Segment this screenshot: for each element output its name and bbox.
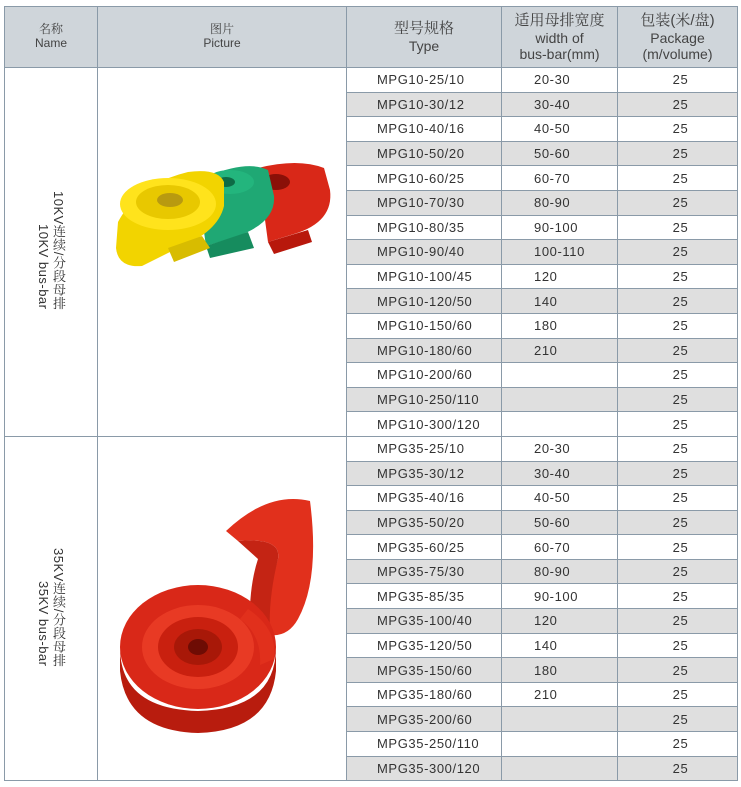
spec-table: [4, 6, 738, 781]
cell-type: MPG35-120/50: [347, 633, 502, 658]
cell-type: MPG10-180/60: [347, 338, 502, 363]
cell-width: 120: [502, 609, 618, 634]
red-tape-roll-image: [98, 439, 347, 779]
cell-type: MPG35-200/60: [347, 707, 502, 732]
spec-table-body: [5, 68, 738, 781]
cell-type: MPG10-90/40: [347, 240, 502, 265]
cell-width: 50-60: [502, 141, 618, 166]
header-row: [5, 7, 738, 68]
cell-pkg: 25: [618, 658, 738, 683]
cell-pkg: 25: [618, 215, 738, 240]
cell-type: MPG35-85/35: [347, 584, 502, 609]
table-row: [5, 436, 738, 461]
cell-type: MPG35-180/60: [347, 682, 502, 707]
cell-type: MPG35-75/30: [347, 559, 502, 584]
cell-width: 100-110: [502, 240, 618, 265]
spec-table-wrapper: [4, 6, 737, 783]
cell-type: MPG10-30/12: [347, 92, 502, 117]
cell-width: 60-70: [502, 535, 618, 560]
cell-type: MPG35-60/25: [347, 535, 502, 560]
header-name-en: Name: [34, 36, 67, 50]
cell-width: [502, 756, 618, 781]
header-picture-zh: 图片: [209, 22, 234, 37]
table-row: [5, 68, 738, 93]
cell-pkg: 25: [618, 289, 738, 314]
yellow-tape-roll: [116, 171, 224, 266]
cell-pkg: 25: [618, 117, 738, 142]
cell-pkg: 25: [618, 412, 738, 437]
cell-pkg: 25: [618, 633, 738, 658]
cell-width: 90-100: [502, 584, 618, 609]
cell-type: MPG10-80/35: [347, 215, 502, 240]
group-name-en: 10KV bus-bar: [36, 224, 51, 310]
cell-width: [502, 412, 618, 437]
cell-width: 210: [502, 338, 618, 363]
group-name-zh: 10KV连续/分段母排: [51, 190, 66, 310]
cell-width: 60-70: [502, 166, 618, 191]
cell-pkg: 25: [618, 436, 738, 461]
group-picture-cell: [98, 436, 347, 780]
cell-pkg: 25: [618, 363, 738, 388]
cell-width: 210: [502, 682, 618, 707]
cell-width: 40-50: [502, 117, 618, 142]
cell-type: MPG10-70/30: [347, 190, 502, 215]
cell-pkg: 25: [618, 141, 738, 166]
cell-type: MPG35-250/110: [347, 732, 502, 757]
group-name-cell: [5, 436, 98, 780]
cell-type: MPG35-300/120: [347, 756, 502, 781]
header-package: [618, 7, 738, 68]
cell-width: 20-30: [502, 68, 618, 93]
cell-width: 90-100: [502, 215, 618, 240]
cell-type: MPG10-120/50: [347, 289, 502, 314]
header-width-en-1: width of: [535, 29, 584, 46]
cell-type: MPG10-100/45: [347, 264, 502, 289]
cell-type: MPG35-25/10: [347, 436, 502, 461]
cell-width: [502, 707, 618, 732]
cell-type: MPG35-150/60: [347, 658, 502, 683]
colored-tape-rolls-image: [98, 72, 347, 432]
cell-pkg: 25: [618, 240, 738, 265]
header-picture-en: Picture: [203, 36, 241, 50]
cell-type: MPG35-100/40: [347, 609, 502, 634]
header-width-zh: 适用母排宽度: [514, 12, 605, 30]
cell-pkg: 25: [618, 190, 738, 215]
cell-width: 80-90: [502, 190, 618, 215]
cell-pkg: 25: [618, 609, 738, 634]
cell-pkg: 25: [618, 313, 738, 338]
group-name-cell: [5, 68, 98, 437]
cell-pkg: 25: [618, 756, 738, 781]
header-name: [5, 7, 98, 68]
cell-type: MPG35-30/12: [347, 461, 502, 486]
cell-width: [502, 363, 618, 388]
cell-width: 20-30: [502, 436, 618, 461]
cell-type: MPG10-40/16: [347, 117, 502, 142]
cell-type: MPG10-250/110: [347, 387, 502, 412]
cell-pkg: 25: [618, 486, 738, 511]
red-tape-roll: [120, 499, 313, 733]
cell-width: 80-90: [502, 559, 618, 584]
header-picture: [98, 7, 347, 68]
cell-type: MPG10-25/10: [347, 68, 502, 93]
cell-pkg: 25: [618, 707, 738, 732]
cell-width: 180: [502, 313, 618, 338]
cell-pkg: 25: [618, 732, 738, 757]
cell-pkg: 25: [618, 166, 738, 191]
cell-pkg: 25: [618, 535, 738, 560]
cell-type: MPG10-150/60: [347, 313, 502, 338]
cell-pkg: 25: [618, 461, 738, 486]
cell-pkg: 25: [618, 68, 738, 93]
header-type-en: Type: [408, 37, 440, 54]
header-package-en-1: Package: [650, 29, 705, 46]
cell-pkg: 25: [618, 387, 738, 412]
cell-type: MPG35-40/16: [347, 486, 502, 511]
group-name-zh: 35KV连续/分段母排: [51, 547, 66, 667]
cell-width: 140: [502, 633, 618, 658]
header-package-zh: 包装(米/盘): [640, 12, 715, 30]
cell-width: 40-50: [502, 486, 618, 511]
cell-width: 140: [502, 289, 618, 314]
header-width: [502, 7, 618, 68]
cell-type: MPG10-50/20: [347, 141, 502, 166]
cell-pkg: 25: [618, 264, 738, 289]
cell-width: 30-40: [502, 92, 618, 117]
cell-pkg: 25: [618, 584, 738, 609]
cell-pkg: 25: [618, 682, 738, 707]
cell-width: 180: [502, 658, 618, 683]
cell-pkg: 25: [618, 510, 738, 535]
cell-type: MPG10-60/25: [347, 166, 502, 191]
header-name-zh: 名称: [38, 22, 63, 37]
cell-width: 30-40: [502, 461, 618, 486]
header-width-en-2: bus-bar(mm): [519, 45, 600, 62]
cell-type: MPG10-300/120: [347, 412, 502, 437]
cell-width: [502, 387, 618, 412]
cell-type: MPG10-200/60: [347, 363, 502, 388]
header-type: [347, 7, 502, 68]
cell-pkg: 25: [618, 338, 738, 363]
header-type-zh: 型号规格: [393, 20, 454, 38]
cell-type: MPG35-50/20: [347, 510, 502, 535]
cell-pkg: 25: [618, 92, 738, 117]
group-picture-cell: [98, 68, 347, 437]
cell-width: 120: [502, 264, 618, 289]
cell-width: [502, 732, 618, 757]
header-package-en-2: (m/volume): [642, 45, 713, 62]
group-name-en: 35KV bus-bar: [36, 581, 51, 667]
cell-pkg: 25: [618, 559, 738, 584]
cell-width: 50-60: [502, 510, 618, 535]
